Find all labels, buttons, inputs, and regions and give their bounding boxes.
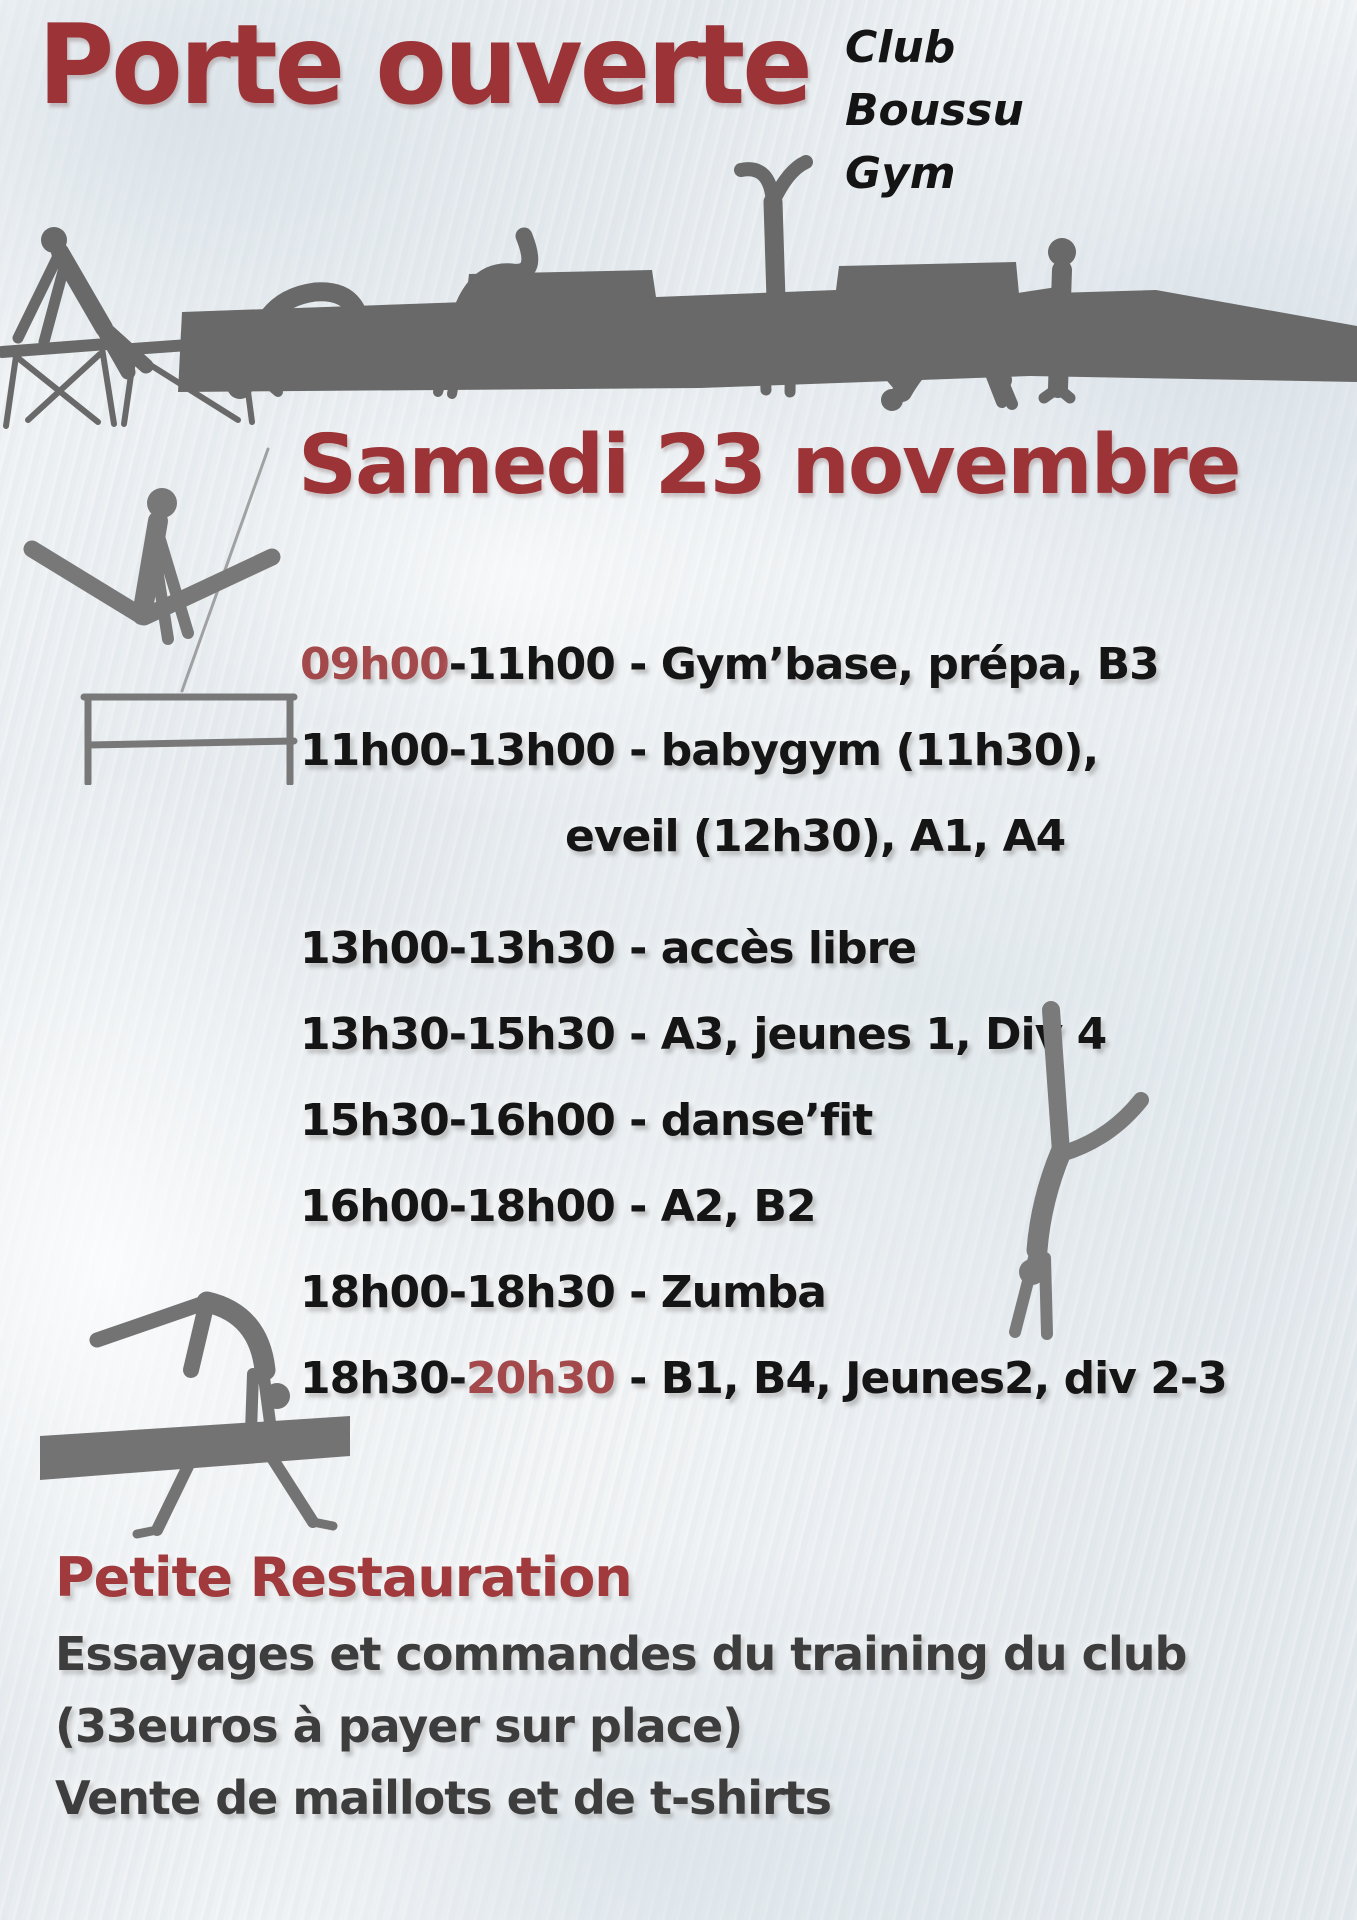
club-name bbox=[845, 16, 1024, 205]
schedule-time: 18h30- bbox=[300, 1353, 467, 1404]
schedule-time: 13h30-15h30 - A3, jeunes 1, Div 4 bbox=[300, 1009, 1107, 1060]
schedule-activity: -11h00 - Gym’base, prépa, B3 bbox=[448, 639, 1159, 690]
schedule-row bbox=[300, 622, 1227, 708]
schedule-time: 18h00-18h30 - Zumba bbox=[300, 1267, 826, 1318]
club-name-line: Boussu bbox=[845, 85, 1024, 136]
date-heading: Samedi 23 novembre bbox=[298, 418, 1240, 513]
footer-line: Vente de maillots et de t-shirts bbox=[55, 1771, 832, 1825]
schedule-time: 13h00-13h30 - accès libre bbox=[300, 923, 917, 974]
schedule-row bbox=[300, 906, 1227, 992]
club-name-line: Gym bbox=[845, 148, 956, 199]
balance-beam-gymnast-graphic bbox=[15, 1258, 415, 1548]
footer-line: (33euros à payer sur place) bbox=[55, 1699, 743, 1753]
tumbling-sequence-graphic bbox=[0, 140, 1357, 440]
schedule-time-highlight: 09h00 bbox=[300, 639, 449, 690]
schedule-time: 15h30-16h00 - danse’fit bbox=[300, 1095, 873, 1146]
footer-info bbox=[55, 1542, 1186, 1834]
schedule-time-highlight: 20h30 bbox=[466, 1353, 615, 1404]
footer-line: Essayages et commandes du training du club bbox=[55, 1627, 1187, 1681]
schedule-time: 11h00-13h00 - babygym (11h30), bbox=[300, 725, 1099, 776]
back-walkover-gymnast-graphic bbox=[945, 1000, 1165, 1340]
poster-title: Porte ouverte bbox=[38, 0, 810, 130]
schedule-time: 16h00-18h00 - A2, B2 bbox=[300, 1181, 816, 1232]
footer-heading: Petite Restauration bbox=[55, 1546, 632, 1609]
schedule-row bbox=[300, 1336, 1227, 1422]
schedule-activity: - B1, B4, Jeunes2, div 2-3 bbox=[614, 1353, 1227, 1404]
schedule-row-continuation bbox=[300, 794, 1227, 880]
schedule-activity: eveil (12h30), A1, A4 bbox=[565, 811, 1066, 862]
schedule-row bbox=[300, 708, 1227, 794]
club-name-line: Club bbox=[845, 22, 956, 73]
